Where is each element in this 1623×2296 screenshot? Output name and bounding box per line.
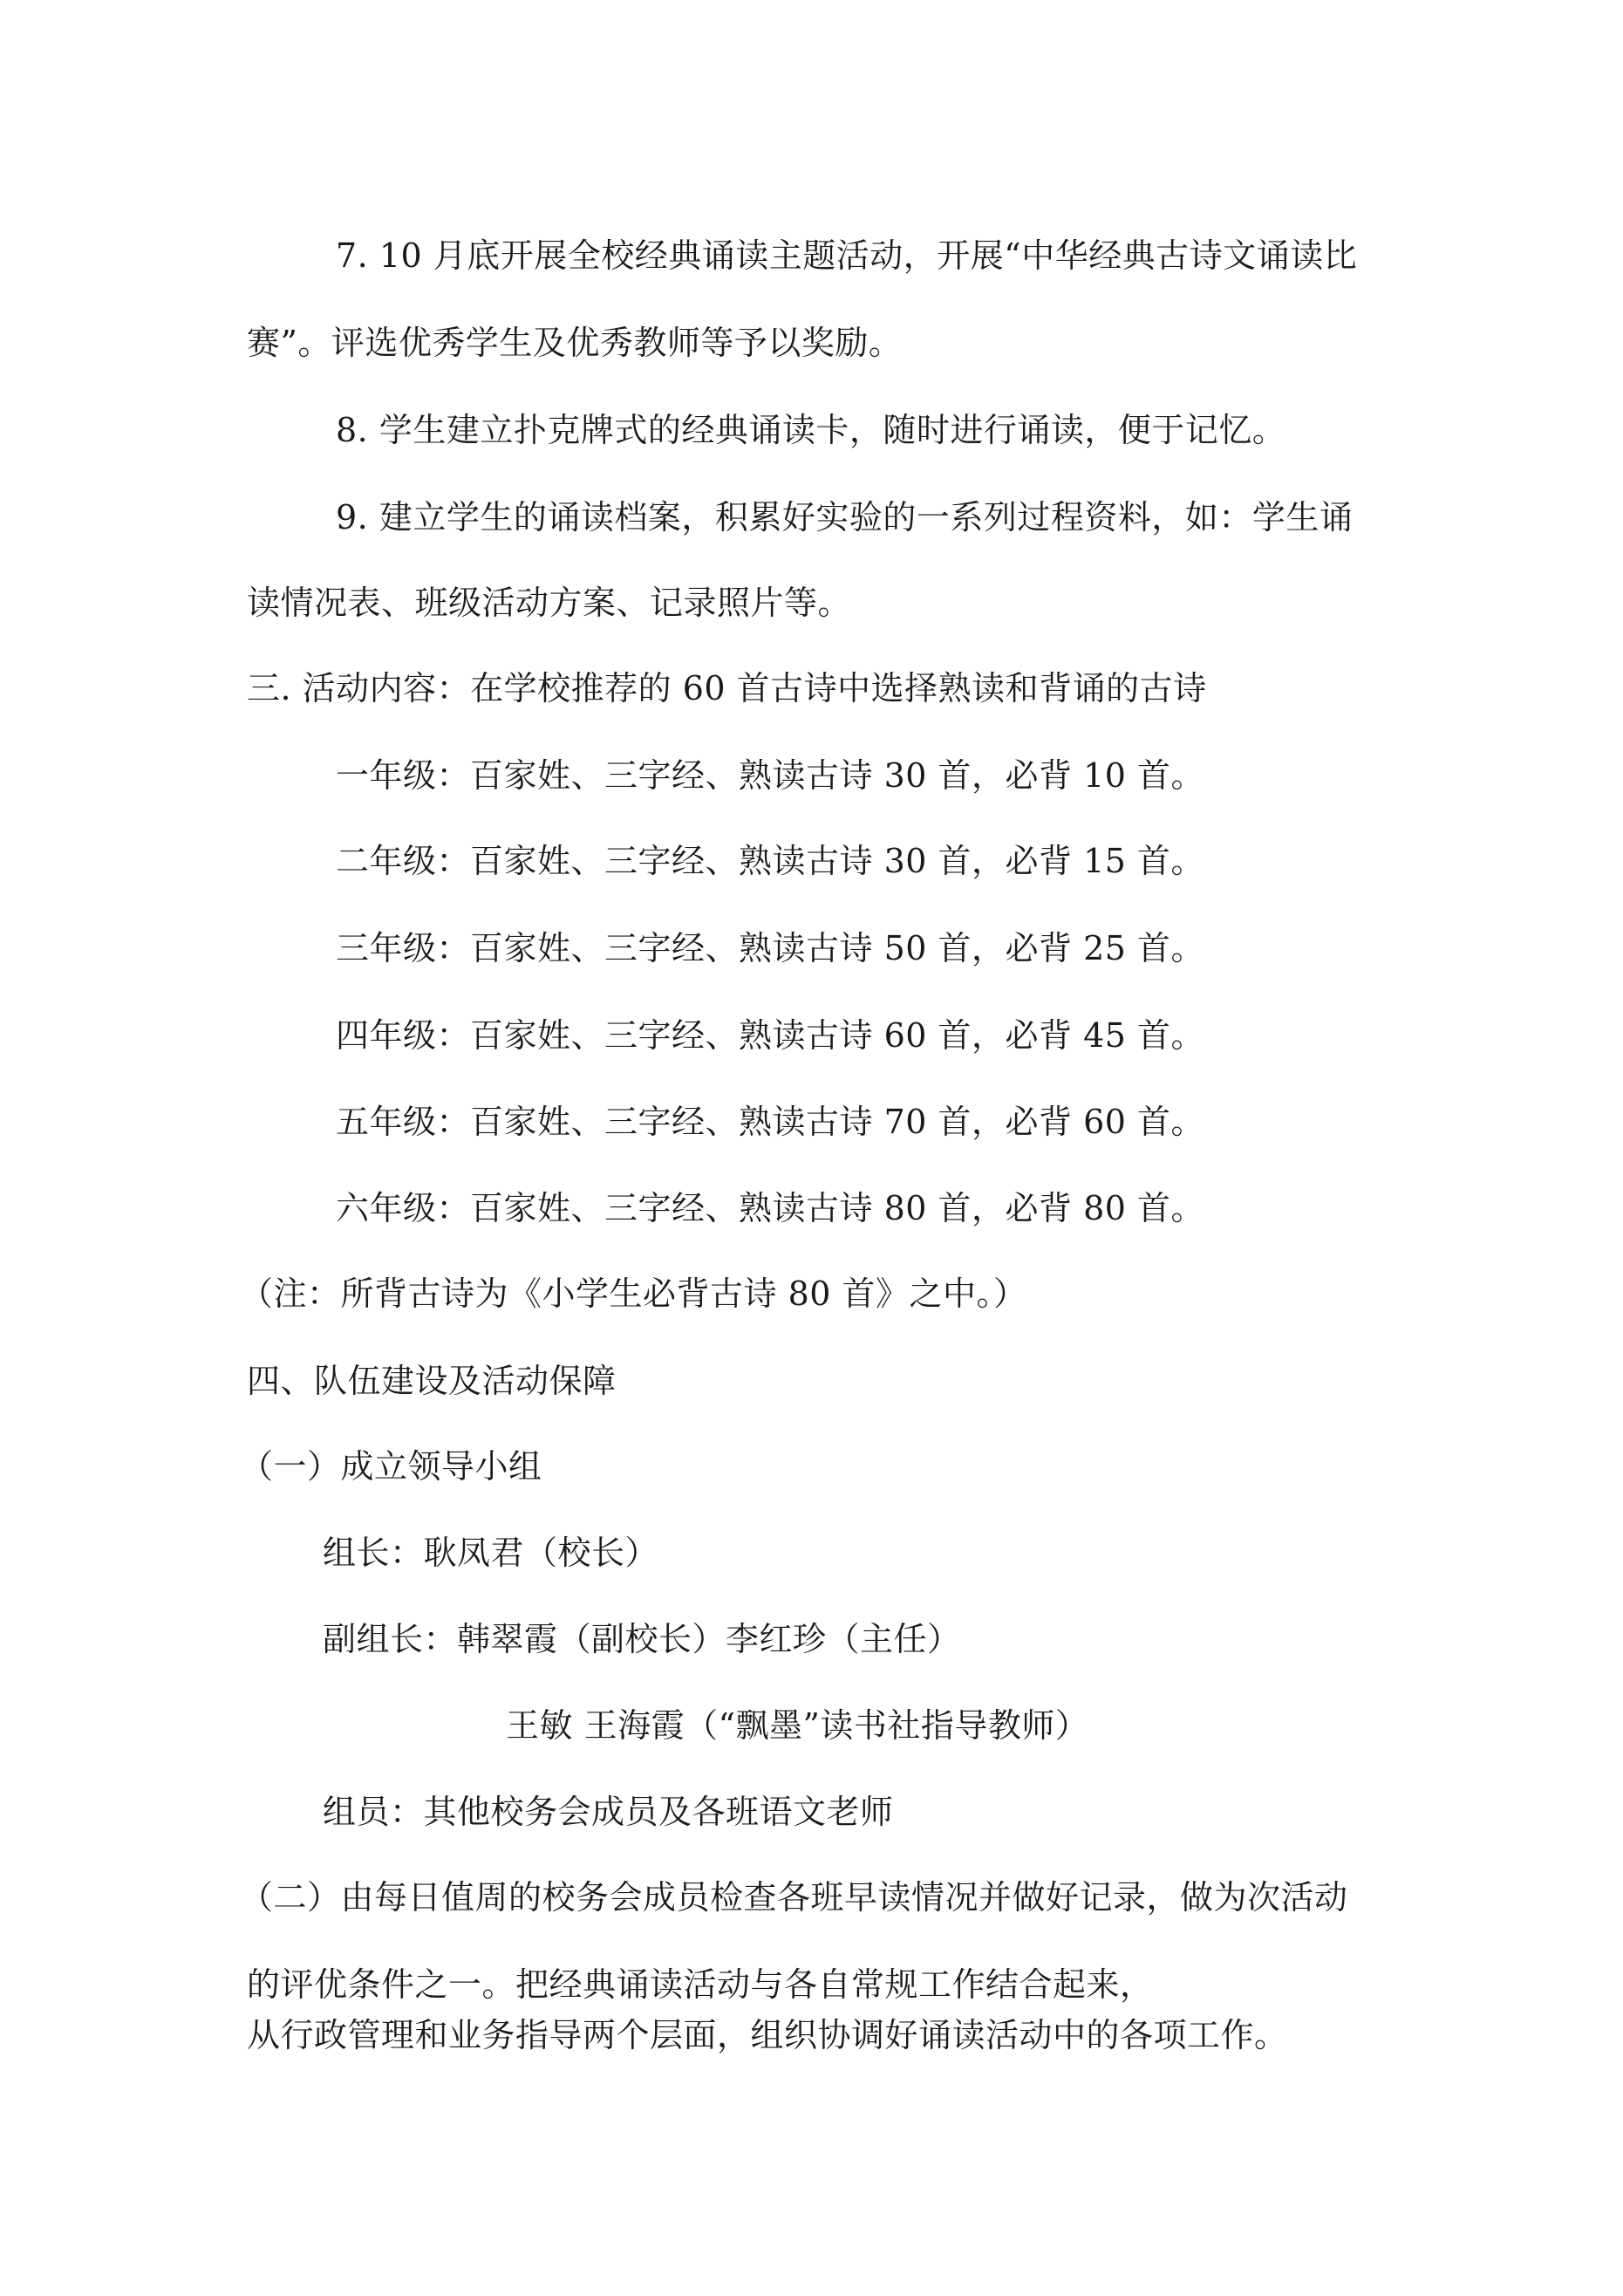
subsection-2-line-3: 从行政管理和业务指导两个层面，组织协调好诵读活动中的各项工作。 bbox=[247, 2016, 1288, 2054]
subsection-2-line-1: （二）由每日值周的校务会成员检查各班早读情况并做好记录，做为次活动 bbox=[240, 1878, 1348, 1917]
grade-3-requirement: 三年级：百家姓、三字经、熟读古诗 50 首，必背 25 首。 bbox=[336, 929, 1205, 967]
grade-2-requirement: 二年级：百家姓、三字经、熟读古诗 30 首，必背 15 首。 bbox=[336, 842, 1205, 880]
grade-6-requirement: 六年级：百家姓、三字经、熟读古诗 80 首，必背 80 首。 bbox=[336, 1189, 1205, 1227]
deputy-leader-continuation: 王敏 王海霞（“飘墨”读书社指导教师） bbox=[506, 1706, 1089, 1745]
team-members-line: 组员：其他校务会成员及各班语文老师 bbox=[323, 1793, 894, 1831]
subsection-2-line-2: 的评优条件之一。把经典诵读活动与各自常规工作结合起来， bbox=[247, 1965, 1154, 2004]
section-heading-team-building: 四、队伍建设及活动保障 bbox=[247, 1362, 617, 1400]
grade-5-requirement: 五年级：百家姓、三字经、熟读古诗 70 首，必背 60 首。 bbox=[336, 1103, 1205, 1141]
team-leader-line: 组长：耿凤君（校长） bbox=[323, 1534, 659, 1572]
paragraph-item-9-line-1: 9. 建立学生的诵读档案，积累好实验的一系列过程资料，如：学生诵 bbox=[336, 498, 1354, 536]
deputy-leader-line: 副组长：韩翠霞（副校长）李红珍（主任） bbox=[323, 1620, 961, 1658]
note-line: （注：所背古诗为《小学生必背古诗 80 首》之中。） bbox=[240, 1274, 1027, 1313]
paragraph-item-8: 8. 学生建立扑克牌式的经典诵读卡，随时进行诵读，便于记忆。 bbox=[336, 411, 1286, 449]
paragraph-item-7-line-2: 赛”。评选优秀学生及优秀教师等予以奖励。 bbox=[247, 324, 903, 362]
paragraph-item-9-line-2: 读情况表、班级活动方案、记录照片等。 bbox=[247, 584, 852, 622]
subsection-heading-leadership: （一）成立领导小组 bbox=[240, 1447, 542, 1486]
grade-4-requirement: 四年级：百家姓、三字经、熟读古诗 60 首，必背 45 首。 bbox=[336, 1016, 1205, 1055]
grade-1-requirement: 一年级：百家姓、三字经、熟读古诗 30 首，必背 10 首。 bbox=[336, 756, 1205, 795]
section-heading-activity-content: 三. 活动内容：在学校推荐的 60 首古诗中选择熟读和背诵的古诗 bbox=[247, 669, 1207, 707]
paragraph-item-7-line-1: 7. 10 月底开展全校经典诵读主题活动，开展“中华经典古诗文诵读比 bbox=[336, 236, 1358, 275]
